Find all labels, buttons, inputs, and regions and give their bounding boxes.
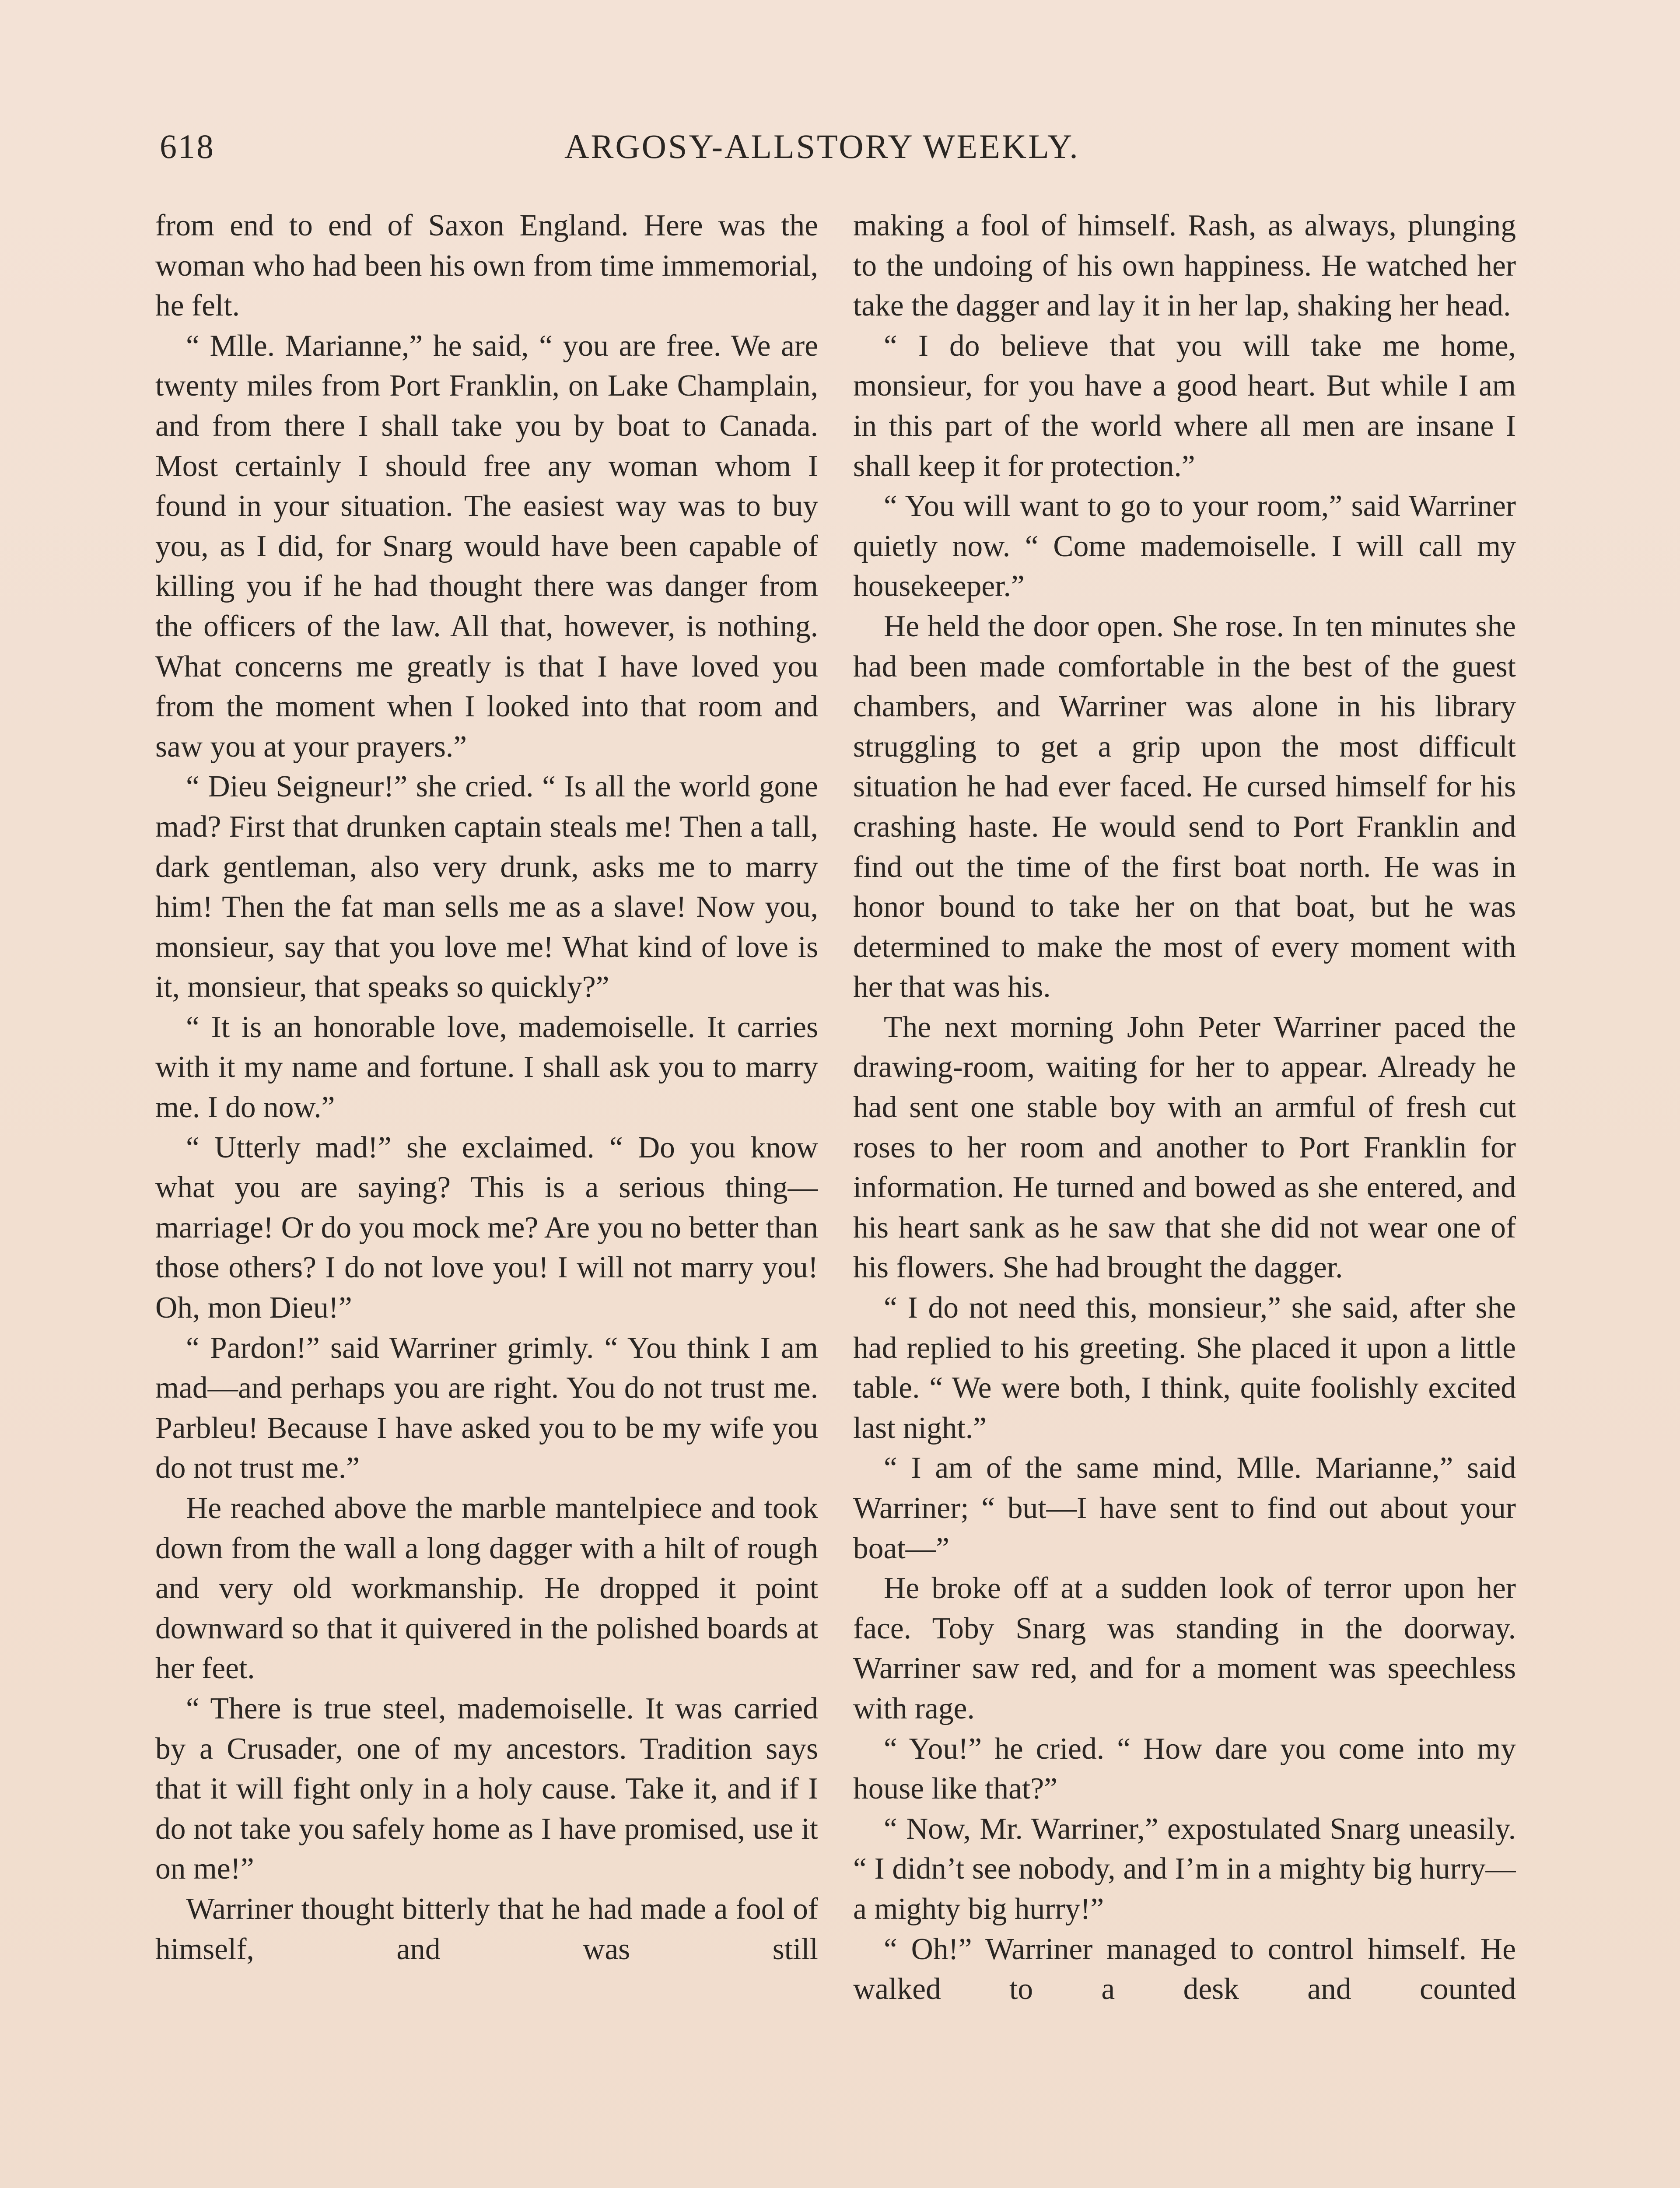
paragraph: “ I am of the same mind, Mlle. Marianne,” said Warriner; “ but—I have sent to find out about your boat—” bbox=[853, 1451, 1516, 1565]
paragraph: “ There is true steel, mademoiselle. It was carried by a Crusader, one of my ancestors. Tradition says that it will fight only in a holy cause. Take it, and if I do not take you safely home as I have promised, use it on me!” bbox=[155, 1691, 818, 1886]
paragraph: from end to end of Saxon England. Here was the woman who had been his own from time immemorial, he felt. bbox=[155, 209, 818, 323]
paragraph: He held the door open. She rose. In ten minutes she had been made comfortable in the best of the guest chambers, and Warriner was alone in his library struggling to get a grip upon the most difficult situation he had ever faced. He cursed himself for his crashing haste. He would send to Port Franklin and find out the time of the first boat north. He was in honor bound to take her on that boat, but he was determined to make the most of every moment with her that was his. bbox=[853, 609, 1516, 1004]
paragraph: “ Mlle. Marianne,” he said, “ you are free. We are twenty miles from Port Franklin, on Lake Champlain, and from there I shall take you by boat to Canada. Most certainly I should free any woman whom I found in your situation. The easiest way was to buy you, as I did, for Snarg would have been capable of killing you if he had thought there was danger from the officers of the law. All that, however, is nothing. What concerns me greatly is that I have loved you from the moment when I looked into that room and saw you at your prayers.” bbox=[155, 329, 818, 764]
page-number: 618 bbox=[160, 127, 215, 165]
paragraph: “ Pardon!” said Warriner grimly. “ You think I am mad—and perhaps you are right. You do not trust me. Parbleu! Because I have asked you to be my wife you do not trust me.” bbox=[155, 1331, 818, 1485]
running-title: ARGOSY-ALLSTORY WEEKLY. bbox=[564, 127, 1080, 165]
paragraph: making a fool of himself. Rash, as always, plunging to the undoing of his own happiness. He watched her take the dagger and lay it in her lap, shaking her head. bbox=[853, 209, 1516, 323]
paragraph: “ I do believe that you will take me home, monsieur, for you have a good heart. But while I am in this part of the world where all men are insane I shall keep it for protection.” bbox=[853, 329, 1516, 483]
page-header bbox=[160, 127, 1227, 179]
paragraph: He broke off at a sudden look of terror upon her face. Toby Snarg was standing in the doorway. Warriner saw red, and for a moment was speechless with rage. bbox=[853, 1571, 1516, 1725]
paragraph: Warriner thought bitterly that he had made a fool of himself, and was still bbox=[155, 1892, 818, 1966]
paragraph: “ I do not need this, monsieur,” she said, after she had replied to his greeting. She placed it upon a little table. “ We were both, I think, quite foolishly excited last night.” bbox=[853, 1291, 1516, 1445]
paragraph: “ Now, Mr. Warriner,” expostulated Snarg uneasily. “ I didn’t see nobody, and I’m in a mighty big hurry—a mighty big hurry!” bbox=[853, 1812, 1516, 1926]
paragraph: “ Oh!” Warriner managed to control himself. He walked to a desk and counted bbox=[853, 1932, 1516, 2006]
paragraph: “ Utterly mad!” she exclaimed. “ Do you know what you are saying? This is a serious thing—marriage! Or do you mock me? Are you no better than those others? I do not love you! I will not marry you! Oh, mon Dieu!” bbox=[155, 1130, 818, 1325]
paragraph: “ Dieu Seigneur!” she cried. “ Is all the world gone mad? First that drunken captain steals me! Then a tall, dark gentleman, also very drunk, asks me to marry him! Then the fat man sells me as a slave! Now you, monsieur, say that you love me! What kind of love is it, monsieur, that speaks so quickly?” bbox=[155, 770, 818, 1004]
left-column bbox=[155, 206, 818, 2188]
paragraph: The next morning John Peter Warriner paced the drawing-room, waiting for her to appear. Already he had sent one stable boy with an armful of fresh cut roses to her room and another to Port Franklin for information. He turned and bowed as she entered, and his heart sank as he saw that she did not wear one of his flowers. She had brought the dagger. bbox=[853, 1010, 1516, 1285]
right-column bbox=[853, 206, 1516, 2188]
paragraph: “ You!” he cried. “ How dare you come into my house like that?” bbox=[853, 1732, 1516, 1806]
paragraph: “ It is an honorable love, mademoiselle. It carries with it my name and fortune. I shall ask you to marry me. I do now.” bbox=[155, 1010, 818, 1125]
paragraph: “ You will want to go to your room,” said Warriner quietly now. “ Come mademoiselle. I will call my housekeeper.” bbox=[853, 489, 1516, 603]
paragraph: He reached above the marble mantelpiece and took down from the wall a long dagger with a hilt of rough and very old workmanship. He dropped it point downward so that it quivered in the polished boards at her feet. bbox=[155, 1491, 818, 1686]
